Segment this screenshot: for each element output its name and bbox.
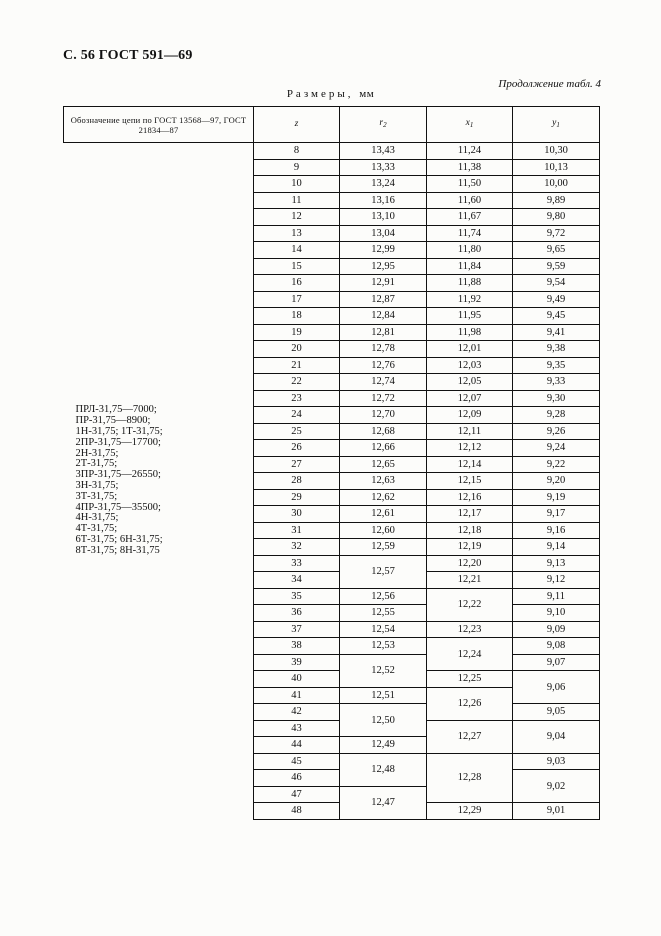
cell-z: 42	[254, 704, 340, 721]
cell-r2: 12,95	[340, 258, 427, 275]
cell-y1: 9,19	[513, 489, 600, 506]
cell-r2: 12,56	[340, 588, 427, 605]
header-y1-sub: 1	[556, 121, 560, 129]
cell-z: 13	[254, 225, 340, 242]
cell-y1: 9,38	[513, 341, 600, 358]
cell-x1: 12,28	[427, 753, 513, 803]
cell-x1: 12,07	[427, 390, 513, 407]
cell-x1: 12,01	[427, 341, 513, 358]
cell-x1: 11,92	[427, 291, 513, 308]
cell-r2: 12,91	[340, 275, 427, 292]
header-x1-base: x	[465, 118, 470, 128]
cell-x1: 12,11	[427, 423, 513, 440]
cell-y1: 9,01	[513, 803, 600, 820]
cell-z: 11	[254, 192, 340, 209]
cell-z: 37	[254, 621, 340, 638]
table-row	[64, 143, 600, 160]
cell-y1: 9,24	[513, 440, 600, 457]
chain-designation-line: 4ПР-31,75—35500;	[75, 501, 161, 513]
cell-z: 38	[254, 638, 340, 655]
cell-x1: 12,19	[427, 539, 513, 556]
header-z: z	[254, 107, 340, 143]
cell-z: 43	[254, 720, 340, 737]
cell-y1: 9,03	[513, 753, 600, 770]
cell-y1: 9,02	[513, 770, 600, 803]
chain-designation-line: 3Н-31,75;	[75, 480, 119, 491]
chain-designation-line: 1Н-31,75; 1Т-31,75;	[75, 426, 163, 438]
cell-r2: 13,10	[340, 209, 427, 226]
cell-z: 9	[254, 159, 340, 176]
cell-r2: 12,81	[340, 324, 427, 341]
cell-y1: 9,59	[513, 258, 600, 275]
cell-x1: 12,21	[427, 572, 513, 589]
chain-designation-line: 3ПР-31,75—26550;	[75, 469, 161, 481]
cell-y1: 9,10	[513, 605, 600, 622]
cell-r2: 12,59	[340, 539, 427, 556]
chain-designation-line: 2ПР-31,75—17700;	[75, 436, 161, 448]
cell-y1: 9,22	[513, 456, 600, 473]
cell-x1: 12,16	[427, 489, 513, 506]
cell-z: 29	[254, 489, 340, 506]
sizes-caption-unit: мм	[359, 88, 375, 100]
chain-designation-line: ПР-31,75—8900;	[75, 415, 151, 427]
chain-designation-line: 8Т-31,75; 8Н-31,75	[75, 544, 160, 556]
cell-r2: 12,63	[340, 473, 427, 490]
cell-r2: 12,47	[340, 786, 427, 819]
cell-x1: 12,17	[427, 506, 513, 523]
continuation-note: Продолжение табл. 4	[498, 78, 601, 90]
cell-y1: 9,04	[513, 720, 600, 753]
cell-x1: 11,98	[427, 324, 513, 341]
cell-z: 44	[254, 737, 340, 754]
cell-z: 18	[254, 308, 340, 325]
cell-y1: 9,65	[513, 242, 600, 259]
cell-z: 47	[254, 786, 340, 803]
cell-z: 21	[254, 357, 340, 374]
cell-z: 31	[254, 522, 340, 539]
cell-y1: 9,80	[513, 209, 600, 226]
cell-z: 10	[254, 176, 340, 193]
table-header-row	[64, 107, 600, 143]
cell-r2: 12,50	[340, 704, 427, 737]
cell-x1: 12,15	[427, 473, 513, 490]
cell-r2: 12,87	[340, 291, 427, 308]
cell-y1: 9,11	[513, 588, 600, 605]
cell-z: 19	[254, 324, 340, 341]
cell-r2: 13,24	[340, 176, 427, 193]
cell-z: 39	[254, 654, 340, 671]
cell-z: 12	[254, 209, 340, 226]
cell-y1: 9,05	[513, 704, 600, 721]
table-body	[64, 143, 600, 820]
cell-y1: 9,17	[513, 506, 600, 523]
cell-y1: 9,89	[513, 192, 600, 209]
cell-r2: 12,49	[340, 737, 427, 754]
cell-r2: 12,66	[340, 440, 427, 457]
cell-z: 27	[254, 456, 340, 473]
cell-y1: 10,13	[513, 159, 600, 176]
cell-z: 41	[254, 687, 340, 704]
cell-z: 17	[254, 291, 340, 308]
sizes-caption-label: Размеры,	[286, 88, 354, 100]
cell-z: 45	[254, 753, 340, 770]
cell-y1: 9,12	[513, 572, 600, 589]
cell-r2: 12,78	[340, 341, 427, 358]
cell-y1: 9,06	[513, 671, 600, 704]
cell-r2: 13,43	[340, 143, 427, 160]
cell-y1: 9,14	[513, 539, 600, 556]
cell-x1: 12,14	[427, 456, 513, 473]
dimensions-table	[63, 106, 600, 820]
cell-r2: 12,84	[340, 308, 427, 325]
chain-designation-line: 2Т-31,75;	[75, 458, 118, 470]
cell-z: 26	[254, 440, 340, 457]
cell-x1: 11,95	[427, 308, 513, 325]
cell-r2: 13,16	[340, 192, 427, 209]
cell-x1: 11,88	[427, 275, 513, 292]
cell-y1: 9,41	[513, 324, 600, 341]
cell-r2: 12,51	[340, 687, 427, 704]
cell-r2: 13,33	[340, 159, 427, 176]
cell-y1: 9,13	[513, 555, 600, 572]
cell-y1: 9,08	[513, 638, 600, 655]
header-designation: Обозначение цепи по ГОСТ 13568—97, ГОСТ 21834—87	[64, 107, 254, 143]
cell-z: 30	[254, 506, 340, 523]
cell-y1: 9,35	[513, 357, 600, 374]
cell-r2: 12,68	[340, 423, 427, 440]
cell-r2: 12,65	[340, 456, 427, 473]
cell-y1: 10,00	[513, 176, 600, 193]
cell-y1: 9,49	[513, 291, 600, 308]
cell-r2: 12,72	[340, 390, 427, 407]
cell-z: 24	[254, 407, 340, 424]
cell-z: 33	[254, 555, 340, 572]
cell-z: 28	[254, 473, 340, 490]
cell-x1: 11,80	[427, 242, 513, 259]
cell-z: 32	[254, 539, 340, 556]
cell-x1: 12,18	[427, 522, 513, 539]
header-y1-base: y	[552, 118, 557, 128]
cell-r2: 13,04	[340, 225, 427, 242]
chain-designation-line: 3Т-31,75;	[75, 490, 118, 502]
cell-z: 8	[254, 143, 340, 160]
chain-designation-line: 6Т-31,75; 6Н-31,75;	[75, 533, 163, 545]
cell-z: 36	[254, 605, 340, 622]
header-x1-sub: 1	[469, 121, 474, 129]
cell-x1: 12,23	[427, 621, 513, 638]
chain-designation-cell	[64, 143, 254, 820]
cell-x1: 12,20	[427, 555, 513, 572]
cell-y1: 9,30	[513, 390, 600, 407]
cell-z: 22	[254, 374, 340, 391]
cell-y1: 9,07	[513, 654, 600, 671]
cell-z: 34	[254, 572, 340, 589]
cell-z: 35	[254, 588, 340, 605]
cell-r2: 12,62	[340, 489, 427, 506]
cell-x1: 11,74	[427, 225, 513, 242]
cell-y1: 9,09	[513, 621, 600, 638]
cell-r2: 12,76	[340, 357, 427, 374]
cell-z: 20	[254, 341, 340, 358]
cell-y1: 9,54	[513, 275, 600, 292]
cell-x1: 11,24	[427, 143, 513, 160]
header-x1	[427, 107, 513, 143]
cell-z: 48	[254, 803, 340, 820]
cell-y1: 9,33	[513, 374, 600, 391]
cell-r2: 12,48	[340, 753, 427, 786]
cell-x1: 11,50	[427, 176, 513, 193]
cell-z: 40	[254, 671, 340, 688]
cell-r2: 12,54	[340, 621, 427, 638]
cell-x1: 12,22	[427, 588, 513, 621]
header-y1	[513, 107, 600, 143]
cell-x1: 12,27	[427, 720, 513, 753]
cell-z: 16	[254, 275, 340, 292]
chain-designation-line: 4Н-31,75;	[75, 512, 119, 524]
cell-r2: 12,55	[340, 605, 427, 622]
cell-z: 46	[254, 770, 340, 787]
cell-r2: 12,70	[340, 407, 427, 424]
cell-r2: 12,99	[340, 242, 427, 259]
cell-x1: 12,24	[427, 638, 513, 671]
cell-z: 14	[254, 242, 340, 259]
cell-y1: 10,30	[513, 143, 600, 160]
cell-x1: 11,38	[427, 159, 513, 176]
sizes-caption	[0, 88, 661, 100]
header-r2	[340, 107, 427, 143]
cell-y1: 9,16	[513, 522, 600, 539]
cell-r2: 12,53	[340, 638, 427, 655]
cell-x1: 12,25	[427, 671, 513, 688]
cell-z: 25	[254, 423, 340, 440]
chain-designation-line: 4Т-31,75;	[75, 523, 118, 535]
cell-x1: 11,84	[427, 258, 513, 275]
cell-x1: 12,12	[427, 440, 513, 457]
cell-x1: 12,05	[427, 374, 513, 391]
header-r2-base: r	[379, 118, 384, 128]
cell-x1: 12,26	[427, 687, 513, 720]
cell-x1: 12,03	[427, 357, 513, 374]
cell-y1: 9,45	[513, 308, 600, 325]
cell-x1: 11,60	[427, 192, 513, 209]
cell-r2: 12,57	[340, 555, 427, 588]
cell-y1: 9,20	[513, 473, 600, 490]
cell-r2: 12,61	[340, 506, 427, 523]
cell-z: 23	[254, 390, 340, 407]
page-header: С. 56 ГОСТ 591—69	[63, 48, 193, 63]
cell-y1: 9,28	[513, 407, 600, 424]
cell-z: 15	[254, 258, 340, 275]
cell-x1: 12,09	[427, 407, 513, 424]
cell-y1: 9,26	[513, 423, 600, 440]
cell-r2: 12,74	[340, 374, 427, 391]
cell-x1: 12,29	[427, 803, 513, 820]
chain-designation-line: 2Н-31,75;	[75, 447, 119, 459]
header-r2-sub: 2	[383, 121, 387, 129]
cell-y1: 9,72	[513, 225, 600, 242]
cell-r2: 12,60	[340, 522, 427, 539]
chain-designation-line: ПРЛ-31,75—7000;	[75, 404, 157, 416]
cell-r2: 12,52	[340, 654, 427, 687]
cell-x1: 11,67	[427, 209, 513, 226]
